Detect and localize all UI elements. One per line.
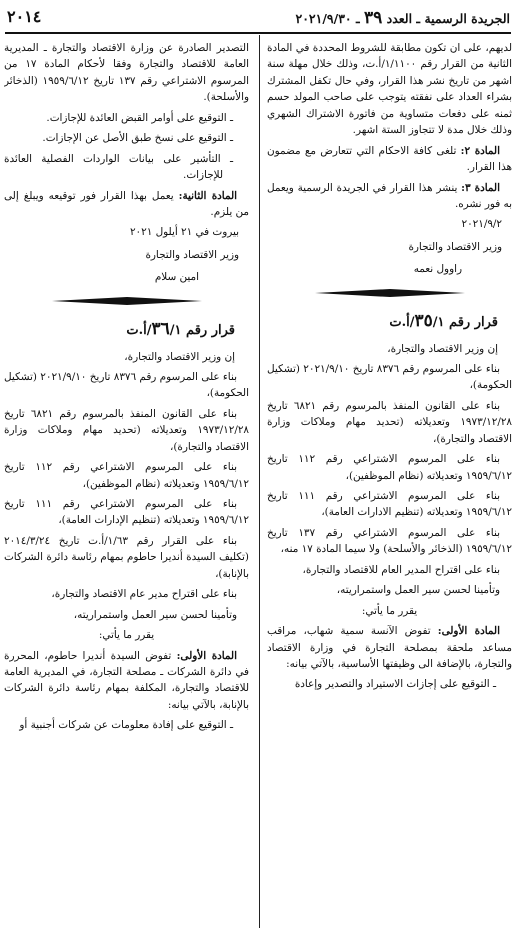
- clause: بناء على القانون المنفذ بالمرسوم رقم ٦٨٢١ تاريخ ١٩٧٣/١٢/٢٨ وتعديلاته (تحديد مهام وملاكات وزارة الاقتصاد والتجارة)،: [4, 407, 249, 453]
- decides-heading: يقرر ما يأتي:: [361, 604, 418, 617]
- issue-number: ٣٩: [364, 8, 383, 28]
- page-header: [0, 4, 516, 30]
- signature-block: [267, 216, 502, 277]
- section-divider-ornament: [52, 296, 202, 306]
- clause: بناء على القرار رقم ١/٦٣/أ.ت تاريخ ٢٠١٤/٣/٢٤ (تكليف السيدة أنديرا حاطوم بمهام رئاسة دائرة الشركات بالإنابة)،: [4, 534, 249, 580]
- decision-title-prefix: قرار رقم: [449, 314, 498, 330]
- clause: بناء على المرسوم الاشتراعي رقم ١١٢ تاريخ ١٩٥٩/٦/١٢ وتعديلاته (نظام الموظفين)،: [267, 453, 512, 482]
- signature-date: ٢٠٢١/٩/٢: [461, 218, 502, 231]
- left-column: [4, 40, 249, 930]
- gazette-issue-label: الجريدة الرسمية ـ العدد: [386, 11, 510, 26]
- clause: وتأمينا لحسن سير العمل واستمراريته،: [73, 608, 237, 621]
- clause: بناء على المرسوم الاشتراعي رقم ١١٢ تاريخ ١٩٥٩/٦/١٢ وتعديلاته (نظام الموظفين)،: [4, 461, 249, 490]
- article-3-label: المادة ٣:: [461, 181, 500, 194]
- article-2-text: يعمل بهذا القرار فور توقيعه ويبلغ إلى من يلزم.: [4, 189, 249, 218]
- signature-name: امين سلام: [154, 271, 199, 284]
- decision-title: [267, 308, 498, 335]
- decision-number: ٣٦: [151, 318, 170, 339]
- article-1: [4, 648, 249, 714]
- bullet-item: ـ التوقيع على نسخ طبق الأصل عن الإجازات.: [42, 132, 233, 145]
- issue-date: ـ ٢٠٢١/٩/٣٠: [295, 11, 360, 26]
- article-2-label: المادة الثانية:: [178, 189, 238, 202]
- decision-intro: إن وزير الاقتصاد والتجارة،: [124, 350, 235, 363]
- section-divider-ornament: [315, 288, 465, 298]
- article-3: [267, 180, 512, 213]
- decision-number: ٣٥: [414, 310, 433, 331]
- article-1-label: المادة الأولى:: [176, 649, 237, 662]
- continuation-paragraph: لديهم، على ان تكون مطابقة للشروط المحددة في المادة الثانية من القرار رقم ١/١١٠٠/أ.ت، وذلك خلال مهلة سنة اشهر من تاريخ نشر هذا القرار، وفي حال تكفل المشترك بشراء العداد على نفقته يتوجب على صاحب المولد حسم ثمنه على دفعات متساوية من فاتورة الاشتراك الشهري وذلك خلال مدة لا تتجاوز الستة اشهر.: [267, 42, 512, 137]
- signature-role: وزير الاقتصاد والتجارة: [408, 240, 502, 253]
- right-column: [267, 40, 512, 930]
- clause: بناء على اقتراح المدير العام للاقتصاد والتجارة،: [302, 563, 500, 576]
- page-number: ٢٠١٤: [7, 7, 42, 26]
- signature-name: راوول نعمه: [413, 263, 462, 276]
- article-1-label: المادة الأولى:: [437, 625, 500, 638]
- bullet-item: ـ التأشير على بيانات الواردات الفصلية العائدة للإجازات.: [4, 152, 233, 182]
- article-2: [4, 188, 249, 221]
- signature-block: [4, 224, 239, 285]
- continuation-paragraph: التصدير الصادرة عن وزارة الاقتصاد والتجارة ـ المديرية العامة للاقتصاد والتجارة وفقا لأحكام المادة ١٧ من المرسوم الاشتراعي رقم ١٣٧ تاريخ ١٩٥٩/٦/١٢ (الذخائر والأسلحة).: [4, 42, 249, 104]
- bullet-item: ـ التوقيع على إفادة معلومات عن شركات أجنبية أو: [19, 719, 233, 732]
- signature-role: وزير الاقتصاد والتجارة: [145, 248, 239, 261]
- decision-suffix: /١/أ.ت: [126, 322, 182, 338]
- clause: بناء على المرسوم الاشتراعي رقم ١١١ تاريخ ١٩٥٩/٦/١٢ وتعديلاته (تنظيم الادارات العامة)،: [267, 490, 512, 519]
- signature-place-date: بيروت في ٢١ أيلول ٢٠٢١: [129, 226, 239, 239]
- clause: بناء على المرسوم رقم ٨٣٧٦ تاريخ ٢٠٢١/٩/١٠ (تشكيل الحكومة)،: [267, 362, 512, 392]
- article-2-label: المادة ٢:: [460, 144, 500, 157]
- column-divider: [259, 35, 260, 928]
- decision-suffix: /١/أ.ت: [389, 314, 445, 330]
- clause: بناء على المرسوم الاشتراعي رقم ١٣٧ تاريخ ١٩٥٩/٦/١٢ (الذخائر والأسلحة) ولا سيما المادة ١٧ منه،: [267, 526, 512, 556]
- header-rule: [5, 32, 511, 34]
- article-1: [267, 623, 512, 672]
- decision-title: [4, 316, 235, 343]
- decides-heading: يقرر ما يأتي:: [98, 629, 155, 642]
- clause: بناء على القانون المنفذ بالمرسوم رقم ٦٨٢١ تاريخ ١٩٧٣/١٢/٢٨ وتعديلاته (تحديد مهام وملاكات وزارة الاقتصاد والتجارة)،: [267, 399, 512, 445]
- article-3-text: ينشر هذا القرار في الجريدة الرسمية ويعمل به فور نشره.: [267, 181, 512, 210]
- bullet-item: ـ التوقيع على أوامر القبض العائدة للإجازات.: [46, 111, 233, 124]
- clause: بناء على المرسوم الاشتراعي رقم ١١١ تاريخ ١٩٥٩/٦/١٢ وتعديلاته (تنظيم الإدارات العامة)،: [4, 498, 249, 527]
- article-1-text: تفوض الآنسة سمية شهاب، مراقب مساعد ملحقة بمصلحة التجارة في وزارة الاقتصاد والتجارة، بالإضافة الى وظيفتها الأساسية، بالآتي بيانه:: [267, 625, 512, 670]
- clause: وتأمينا لحسن سير العمل واستمراريته،: [336, 584, 500, 597]
- article-2-text: تلغى كافة الاحكام التي تتعارض مع مضمون هذا القرار.: [267, 144, 512, 174]
- clause: بناء على المرسوم رقم ٨٣٧٦ تاريخ ٢٠٢١/٩/١٠ (تشكيل الحكومة)،: [4, 370, 249, 400]
- decision-intro: إن وزير الاقتصاد والتجارة،: [387, 342, 498, 355]
- decision-title-prefix: قرار رقم: [186, 322, 235, 338]
- issue-info: [296, 5, 511, 32]
- article-1-text: تفوض السيدة أنديرا حاطوم، المحررة في دائرة الشركات ـ مصلحة التجارة، في المديرية العامة للاقتصاد والتجارة، المكلفة بمهام رئاسة دائرة الشركات بالإنابة، بالآتي بيانه:: [4, 649, 249, 711]
- clause: بناء على اقتراح مدير عام الاقتصاد والتجارة،: [51, 588, 237, 601]
- bullet-item: ـ التوقيع على إجازات الاستيراد والتصدير وإعادة: [294, 678, 496, 691]
- article-2: [267, 143, 512, 176]
